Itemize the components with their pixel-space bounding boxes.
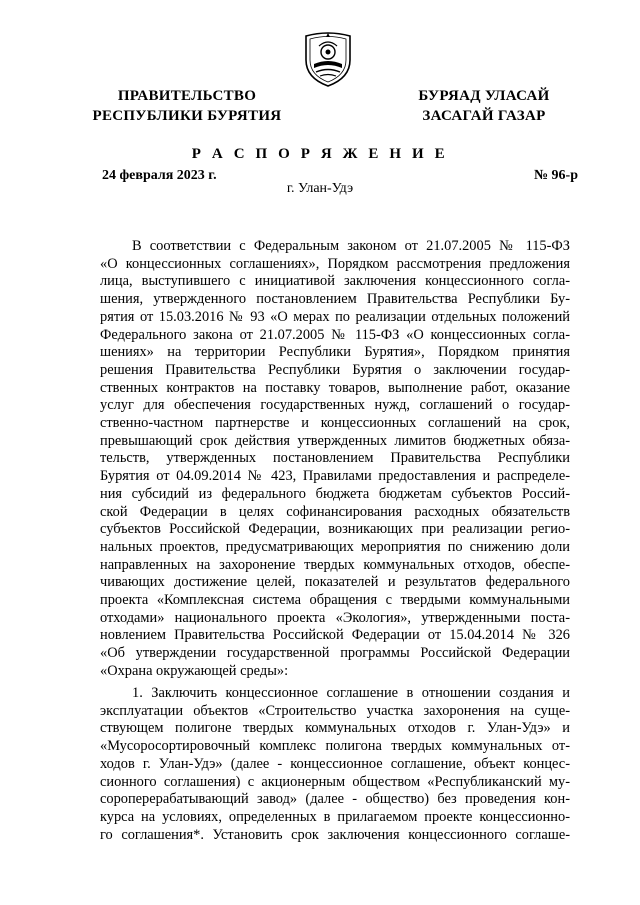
coat-of-arms-icon <box>302 30 354 88</box>
document-city: г. Улан-Удэ <box>286 181 354 196</box>
text-line: ходов г. Улан-Удэ» (далее - концессионное соглашение, объект концес- <box>100 755 570 772</box>
text-line: ствующем полигоне твердых коммунальных отходов г. Улан-Удэ» и <box>100 720 570 737</box>
text-line: «Мусоросортировочный комплекс полигона твердых коммунальных от- <box>100 738 570 755</box>
text-line: курса на условиях, определенных в прилагаемом проекте концессионно- <box>100 808 570 825</box>
text-line: сионного соглашения) с акционерным обществом «Республиканский му- <box>100 773 570 790</box>
text-line: ственных контрактов на поставку товаров, выполнение работ, оказание <box>100 379 570 396</box>
text-line: го соглашения*. Установить срок заключения концессионного соглаше- <box>100 826 570 843</box>
text-line: Бурятия от 04.09.2014 № 423, Правилами предоставления и распределе- <box>100 468 570 485</box>
text-line: ской Федерации в целях софинансирования расходных обязательств <box>100 503 570 520</box>
text-line: шениях» на территории Республики Бурятия», Порядком принятия <box>100 344 570 361</box>
text-line: 1. Заключить концессионное соглашение в отношении создания и <box>132 685 570 701</box>
text-line: превышающий срок действия утвержденных лимитов бюджетных обяза- <box>100 432 570 449</box>
text-line: «Охрана окружающей среды»: <box>100 662 289 679</box>
text-line: отходами» национального проекта «Экология», утвержденными поста- <box>100 609 570 626</box>
text-line: направленных на захоронение твердых коммунальных отходов, обеспе- <box>100 556 570 573</box>
text-line: рятия от 15.03.2016 № 93 «О мерах по реализации отдельных положений <box>100 308 570 325</box>
text-line: В соответствии с Федеральным законом от 21.07.2005 № 115-ФЗ <box>132 238 570 254</box>
text-line: лица, выступившего с инициативой заключения концессионного согла- <box>100 273 570 290</box>
preamble-paragraph <box>100 238 570 681</box>
text-line: шения, утвержденного постановлением Правительства Республики Бу- <box>100 291 570 308</box>
document-number: № 96-р <box>533 168 578 183</box>
issuer-line: РЕСПУБЛИКИ БУРЯТИЯ <box>92 108 282 124</box>
issuer-name-russian <box>72 86 302 126</box>
text-line: Федерального закона от 21.07.2005 № 115-ФЗ «О концессионных согла- <box>100 326 570 343</box>
text-line: ния субсидий из федерального бюджета бюджетам субъектов Россий- <box>100 485 570 502</box>
text-line: решения Правительства Республики Бурятия о заключении государ- <box>100 361 570 378</box>
text-line: тельств, утвержденных постановлением Правительства Республики <box>100 450 570 467</box>
text-line: новлением Правительства Российской Федерации от 15.04.2014 № 326 <box>100 627 570 644</box>
text-line: нальных проектов, предусматривающих мероприятия по снижению доли <box>100 538 570 555</box>
text-line: эксплуатации объектов «Строительство участка захоронения на суще- <box>100 702 570 719</box>
issuer-line: ПРАВИТЕЛЬСТВО <box>117 88 257 104</box>
text-line: сороперерабатывающий завод» (далее - общество) без проведения кон- <box>100 791 570 808</box>
text-line: чивающих достижение целей, показателей и результатов федерального <box>100 574 570 591</box>
document-date: 24 февраля 2023 г. <box>102 168 217 183</box>
text-line: услуг для обеспечения государственных нужд, соглашений о государ- <box>100 397 570 414</box>
issuer-line: БУРЯАД УЛАСАЙ <box>418 88 550 104</box>
issuer-name-buryat <box>394 86 574 126</box>
text-line: проекта «Комплексная система обращения с твердыми коммунальными <box>100 592 570 609</box>
text-line: «Об утверждении государственной программы Российской Федерации <box>100 645 570 662</box>
text-line: ственно-частном партнерстве и концессионных соглашений на срок, <box>100 415 570 432</box>
text-line: «О концессионных соглашениях», Порядком рассмотрения предложения <box>100 255 570 272</box>
text-line: субъектов Российской Федерации, возникающих при реализации регио- <box>100 521 570 538</box>
document-title: Р А С П О Р Я Ж Е Н И Е <box>191 146 449 162</box>
issuer-line: ЗАСАГАЙ ГАЗАР <box>422 108 546 124</box>
clause-1-paragraph <box>100 685 570 844</box>
